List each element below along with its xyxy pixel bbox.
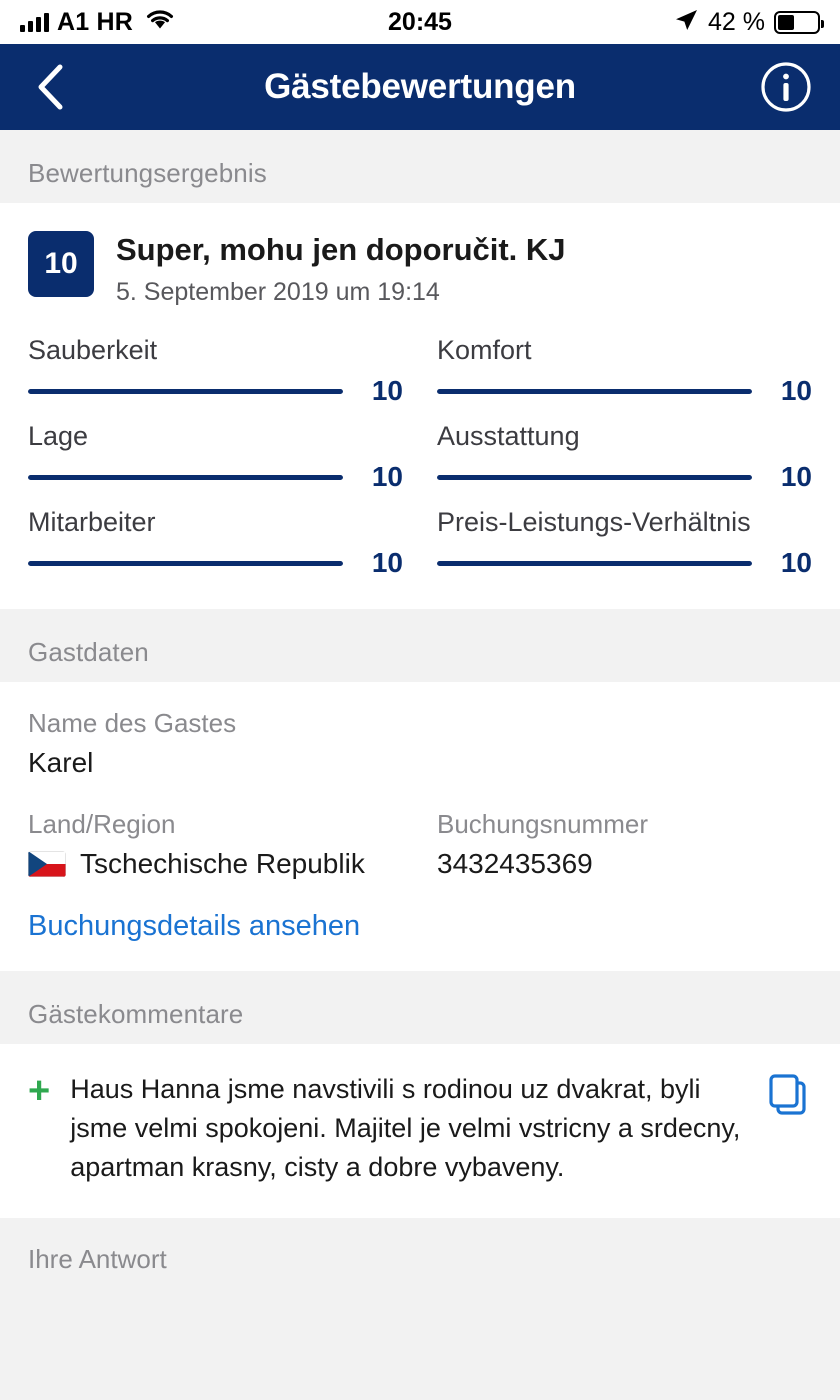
chevron-left-icon — [35, 63, 65, 111]
review-header-text — [116, 231, 566, 307]
country-label: Land/Region — [28, 809, 176, 840]
guest-comment-card — [0, 1044, 840, 1217]
czech-republic-flag-icon — [28, 851, 66, 877]
rating-bar — [28, 389, 343, 394]
status-bar — [0, 0, 840, 44]
rating-item — [437, 335, 812, 407]
rating-value: 10 — [371, 461, 403, 493]
rating-item — [437, 421, 812, 493]
booking-number-label: Buchungsnummer — [437, 809, 648, 840]
booking-details-link[interactable]: Buchungsdetails ansehen — [28, 910, 361, 943]
rating-label: Komfort — [437, 335, 532, 366]
info-button[interactable] — [760, 61, 812, 113]
rating-bar — [28, 475, 343, 480]
rating-bar — [437, 561, 752, 566]
rating-label: Ausstattung — [437, 421, 580, 452]
review-header — [0, 203, 840, 313]
rating-label: Mitarbeiter — [28, 507, 156, 538]
rating-value: 10 — [371, 547, 403, 579]
section-label-guest-data: Gastdaten — [28, 637, 149, 668]
battery-percent-label: 42 % — [708, 7, 765, 36]
guest-name-value: Karel — [28, 747, 94, 779]
ratings-grid — [0, 313, 840, 609]
guest-booking-block — [437, 809, 812, 880]
page-title: Gästebewertungen — [264, 67, 576, 106]
review-date: 5. September 2019 um 19:14 — [116, 278, 440, 307]
rating-item — [28, 421, 403, 493]
guest-name-label: Name des Gastes — [28, 708, 237, 739]
carrier-label: A1 HR — [57, 7, 134, 36]
rating-item — [437, 507, 812, 579]
guest-country-block — [28, 809, 403, 880]
battery-icon — [774, 11, 820, 34]
rating-bar — [437, 475, 752, 480]
plus-icon: + — [28, 1070, 51, 1113]
rating-value: 10 — [371, 375, 403, 407]
section-label-guest-comments: Gästekommentare — [28, 999, 244, 1030]
back-button[interactable] — [28, 61, 72, 113]
guest-detail-columns — [28, 809, 812, 880]
status-time: 20:45 — [388, 7, 452, 36]
guest-data-card — [0, 682, 840, 971]
booking-number-value: 3432435369 — [437, 848, 593, 880]
guest-comment-text: Haus Hanna jsme navstivili s rodinou uz dvakrat, byli jsme velmi spokojeni. Majitel je velmi vstricny a srdecny, apartman krasny, cisty a dobre vybaveny. — [70, 1074, 741, 1183]
section-label-review-result: Bewertungsergebnis — [28, 158, 267, 188]
rating-item — [28, 507, 403, 579]
booking-details-row — [28, 910, 812, 943]
rating-value: 10 — [780, 547, 812, 579]
rating-value: 10 — [780, 375, 812, 407]
country-value: Tschechische Republik — [80, 848, 365, 880]
info-circle-icon — [760, 61, 812, 113]
review-score-badge: 10 — [28, 231, 94, 297]
page-content — [0, 130, 840, 1400]
rating-bar — [437, 389, 752, 394]
rating-label: Preis-Leistungs-Verhältnis — [437, 507, 751, 538]
section-label-your-answer: Ihre Antwort — [28, 1243, 167, 1274]
rating-bar — [28, 561, 343, 566]
navigation-bar — [0, 44, 840, 130]
rating-label: Lage — [28, 421, 89, 452]
copy-icon[interactable] — [766, 1072, 812, 1123]
rating-value: 10 — [780, 461, 812, 493]
review-card — [0, 203, 840, 609]
review-title: Super, mohu jen doporučit. KJ — [116, 232, 566, 267]
rating-item — [28, 335, 403, 407]
rating-label: Sauberkeit — [28, 335, 158, 366]
